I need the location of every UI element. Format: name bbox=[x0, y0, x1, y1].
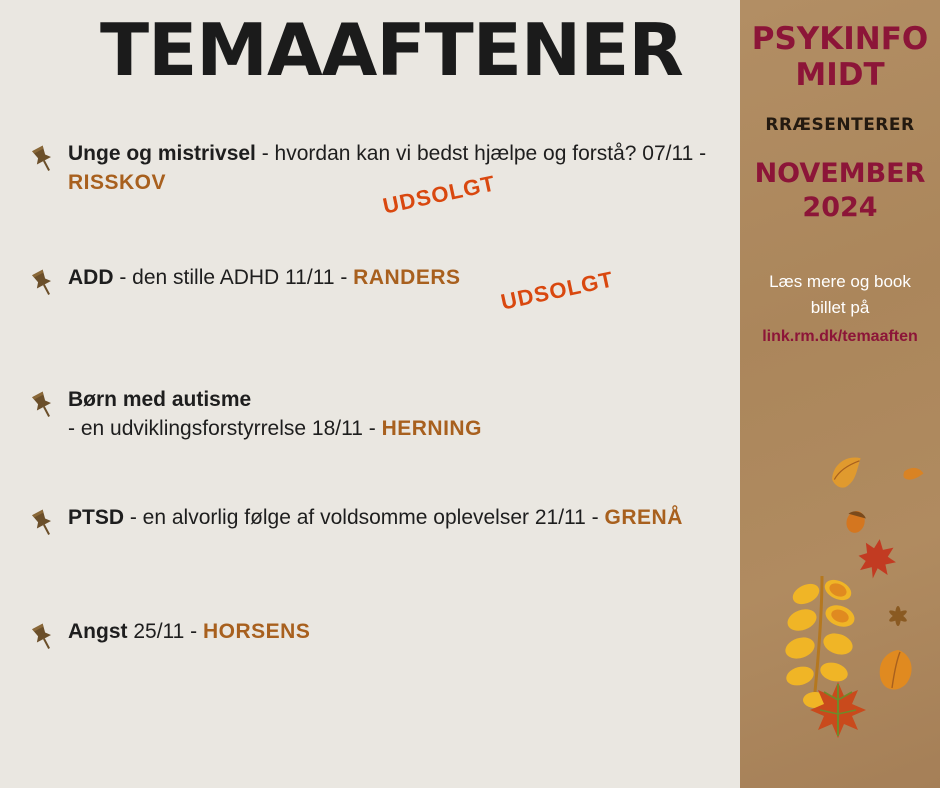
booking-line-1: Læs mere og book bbox=[769, 271, 911, 291]
event-title: PTSD bbox=[68, 506, 125, 529]
month-label: NOVEMBER bbox=[754, 158, 926, 190]
presents-label: RRÆSENTERER bbox=[765, 115, 915, 136]
list-item[interactable] bbox=[0, 618, 740, 678]
event-desc: - den stille ADHD 11/11 - bbox=[113, 266, 354, 289]
event-title: Børn med autisme bbox=[68, 388, 252, 411]
event-title: Angst bbox=[68, 620, 128, 643]
status-badge: UDSOLGT bbox=[498, 266, 616, 315]
brand-line-1: PSYKINFO bbox=[751, 21, 929, 57]
event-text bbox=[68, 504, 740, 533]
pushpin-icon bbox=[28, 390, 58, 420]
event-city: GRENÅ bbox=[604, 506, 683, 529]
brand-line-2: MIDT bbox=[795, 56, 885, 93]
booking-link[interactable]: link.rm.dk/temaaften bbox=[762, 328, 918, 346]
autumn-leaves-decoration bbox=[740, 440, 940, 788]
list-item[interactable] bbox=[0, 504, 740, 564]
status-badge: UDSOLGT bbox=[380, 170, 498, 219]
event-desc: - en alvorlig følge af voldsomme oplevelser 21/11 - bbox=[124, 506, 605, 529]
event-city: RISSKOV bbox=[68, 170, 167, 194]
list-item[interactable] bbox=[0, 386, 740, 446]
event-city: HORSENS bbox=[203, 620, 311, 643]
list-item[interactable] bbox=[0, 264, 740, 324]
event-text bbox=[68, 386, 740, 444]
list-item[interactable] bbox=[0, 140, 740, 219]
brand-name bbox=[740, 22, 940, 93]
event-title: ADD bbox=[68, 266, 114, 289]
event-desc: - hvordan kan vi bedst hjælpe og forstå? 07/11 - bbox=[255, 142, 707, 165]
date-block bbox=[740, 157, 940, 225]
page-title: TEMAAFTENER bbox=[100, 8, 683, 92]
event-desc: 25/11 - bbox=[127, 620, 203, 643]
pushpin-icon bbox=[28, 268, 58, 298]
event-city: HERNING bbox=[381, 416, 482, 440]
event-list bbox=[0, 140, 740, 678]
year-label: 2024 bbox=[802, 192, 878, 224]
event-city: RANDERS bbox=[353, 266, 461, 289]
event-text bbox=[68, 618, 740, 647]
event-desc: - en udviklingsforstyrrelse 18/11 - bbox=[68, 416, 382, 440]
pushpin-icon bbox=[28, 144, 58, 174]
pushpin-icon bbox=[28, 508, 58, 538]
pushpin-icon bbox=[28, 622, 58, 652]
booking-line-2: billet på bbox=[810, 298, 870, 318]
event-text bbox=[68, 264, 740, 293]
booking-info bbox=[740, 269, 940, 350]
event-title: Unge og mistrivsel bbox=[68, 142, 256, 165]
sidebar bbox=[740, 0, 940, 788]
